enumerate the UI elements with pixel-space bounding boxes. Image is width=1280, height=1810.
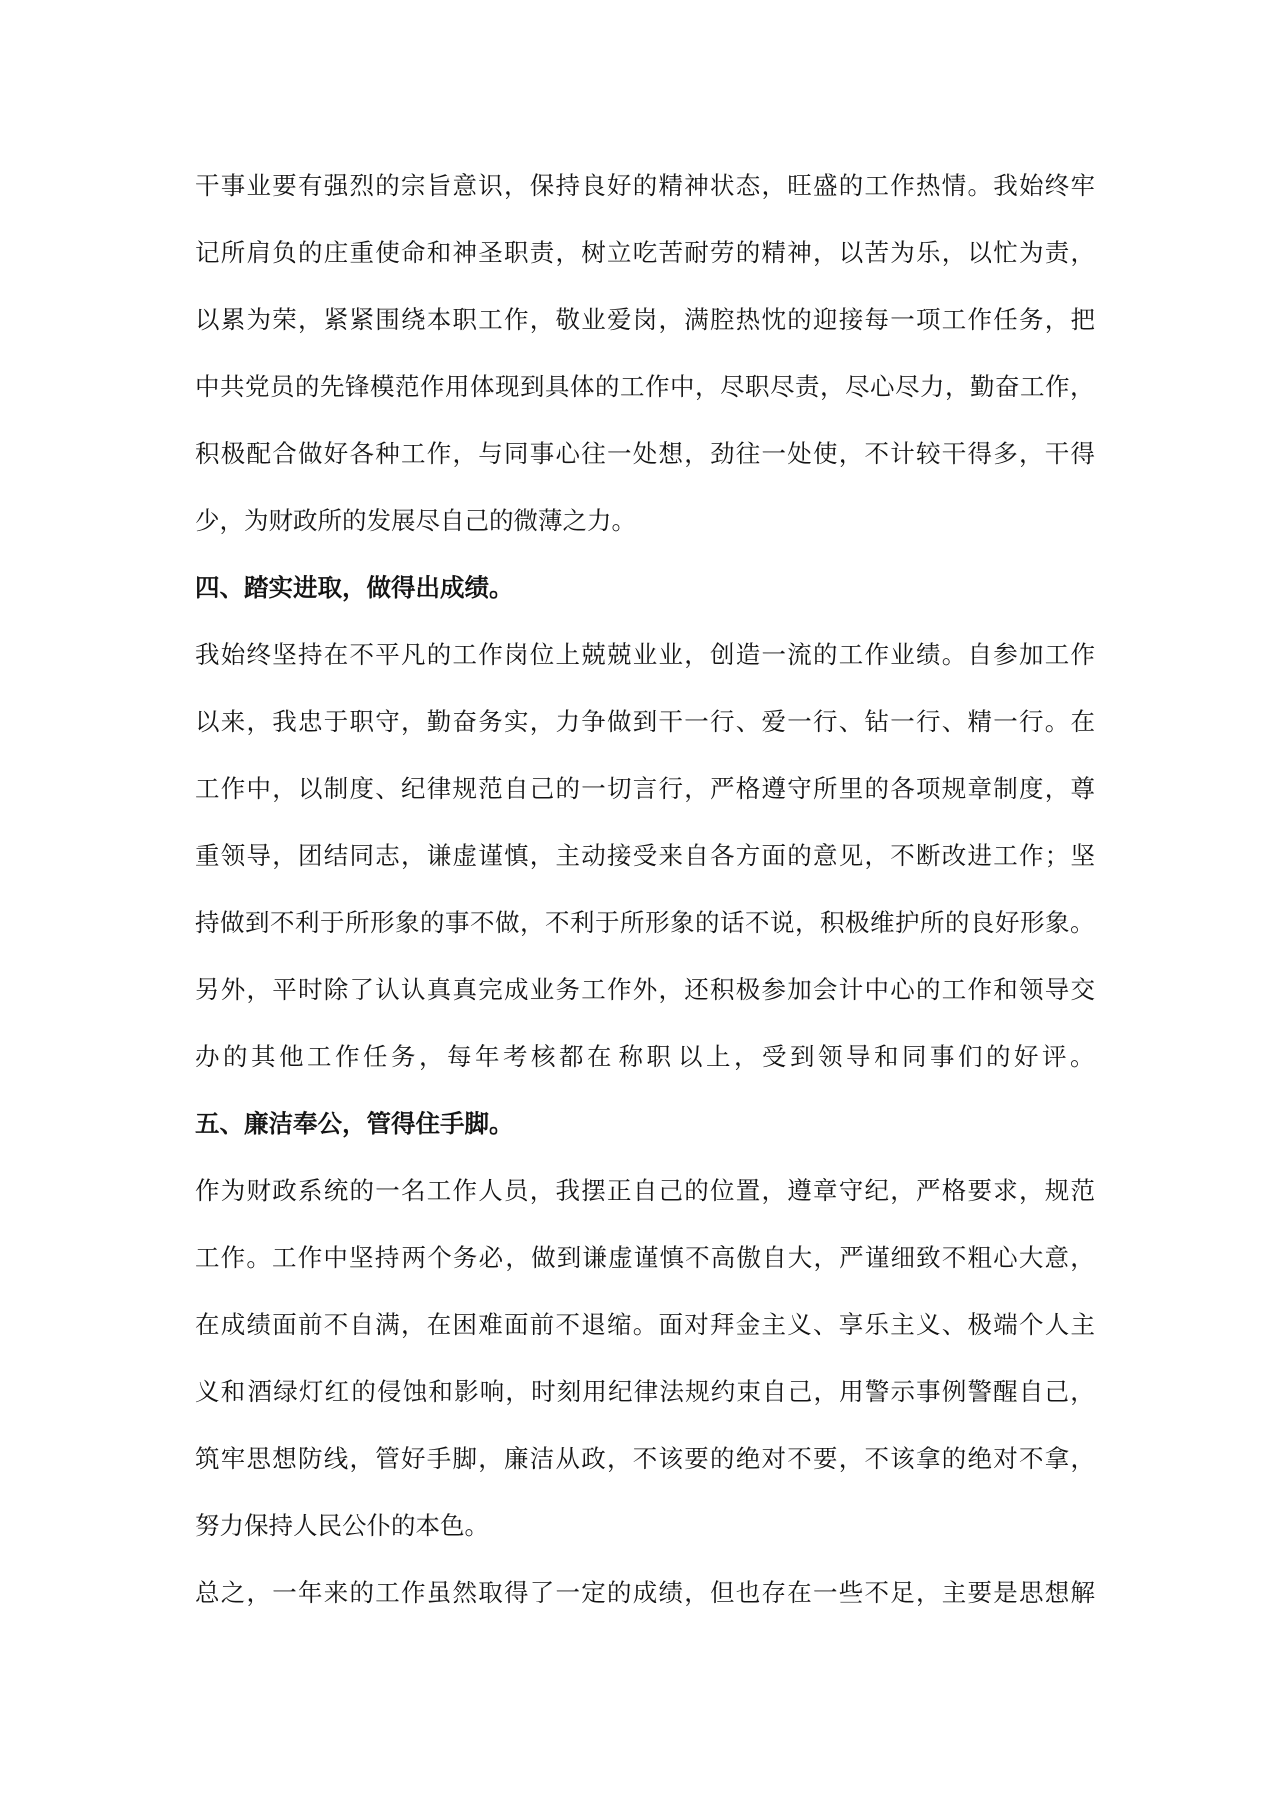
text-line: 办 的 其 他 工 作 任 务 ， 每 年 考 核 都 在 称 职 以 上 ， 受 到 领 导 和 同 事 们 的 好 评 。 [195, 1042, 1095, 1071]
section-heading: 五、廉洁奉公，管得住手脚。 [195, 1109, 514, 1138]
text-line: 作 为 财 政 系 统 的 一 名 工 作 人 员 ， 我 摆 正 自 己 的 位 置 ， 遵 章 守 纪 ， 严 格 要 求 ， 规 范 [195, 1176, 1095, 1205]
text-line: 努力保持人民公仆的本色。 [195, 1511, 489, 1540]
text-line: 中 共 党 员 的 先 锋 模 范 作 用 体 现 到 具 体 的 工 作 中 ， 尽 职 尽 责 ， 尽 心 尽 力 ， 勤 奋 工 作 ， [195, 372, 1095, 401]
text-line: 以 累 为 荣 ， 紧 紧 围 绕 本 职 工 作 ， 敬 业 爱 岗 ， 满 腔 热 忱 的 迎 接 每 一 项 工 作 任 务 ， 把 [195, 305, 1095, 334]
document-body [195, 168, 1095, 1642]
text-line: 工 作 中 ， 以 制 度 、 纪 律 规 范 自 己 的 一 切 言 行 ， 严 格 遵 守 所 里 的 各 项 规 章 制 度 ， 尊 [195, 774, 1095, 803]
text-line: 工 作 。 工 作 中 坚 持 两 个 务 必 ， 做 到 谦 虚 谨 慎 不 高 傲 自 大 ， 严 谨 细 致 不 粗 心 大 意 ， [195, 1243, 1095, 1272]
text-line: 干 事 业 要 有 强 烈 的 宗 旨 意 识 ， 保 持 良 好 的 精 神 状 态 ， 旺 盛 的 工 作 热 情 。 我 始 终 牢 [195, 171, 1095, 200]
text-line: 另 外 ， 平 时 除 了 认 认 真 真 完 成 业 务 工 作 外 ， 还 积 极 参 加 会 计 中 心 的 工 作 和 领 导 交 [195, 975, 1095, 1004]
text-line: 义 和 酒 绿 灯 红 的 侵 蚀 和 影 响 ， 时 刻 用 纪 律 法 规 约 束 自 己 ， 用 警 示 事 例 警 醒 自 己 ， [195, 1377, 1095, 1406]
text-line: 在 成 绩 面 前 不 自 满 ， 在 困 难 面 前 不 退 缩 。 面 对 拜 金 主 义 、 享 乐 主 义 、 极 端 个 人 主 [195, 1310, 1095, 1339]
text-line: 总 之 ， 一 年 来 的 工 作 虽 然 取 得 了 一 定 的 成 绩 ， 但 也 存 在 一 些 不 足 ， 主 要 是 思 想 解 [195, 1578, 1095, 1607]
text-line: 以 来 ， 我 忠 于 职 守 ， 勤 奋 务 实 ， 力 争 做 到 干 一 行 、 爱 一 行 、 钻 一 行 、 精 一 行 。 在 [195, 707, 1095, 736]
text-line: 持 做 到 不 利 于 所 形 象 的 事 不 做 ， 不 利 于 所 形 象 的 话 不 说 ， 积 极 维 护 所 的 良 好 形 象 。 [195, 908, 1095, 937]
text-line: 记 所 肩 负 的 庄 重 使 命 和 神 圣 职 责 ， 树 立 吃 苦 耐 劳 的 精 神 ， 以 苦 为 乐 ， 以 忙 为 责 ， [195, 238, 1095, 267]
section-heading: 四、踏实进取，做得出成绩。 [195, 573, 514, 602]
text-line: 我 始 终 坚 持 在 不 平 凡 的 工 作 岗 位 上 兢 兢 业 业 ， 创 造 一 流 的 工 作 业 绩 。 自 参 加 工 作 [195, 640, 1095, 669]
text-line: 少，为财政所的发展尽自己的微薄之力。 [195, 506, 636, 535]
text-line: 筑 牢 思 想 防 线 ， 管 好 手 脚 ， 廉 洁 从 政 ， 不 该 要 的 绝 对 不 要 ， 不 该 拿 的 绝 对 不 拿 ， [195, 1444, 1095, 1473]
text-line: 积 极 配 合 做 好 各 种 工 作 ， 与 同 事 心 往 一 处 想 ， 劲 往 一 处 使 ， 不 计 较 干 得 多 ， 干 得 [195, 439, 1095, 468]
text-line: 重 领 导 ， 团 结 同 志 ， 谦 虚 谨 慎 ， 主 动 接 受 来 自 各 方 面 的 意 见 ， 不 断 改 进 工 作 ； 坚 [195, 841, 1095, 870]
